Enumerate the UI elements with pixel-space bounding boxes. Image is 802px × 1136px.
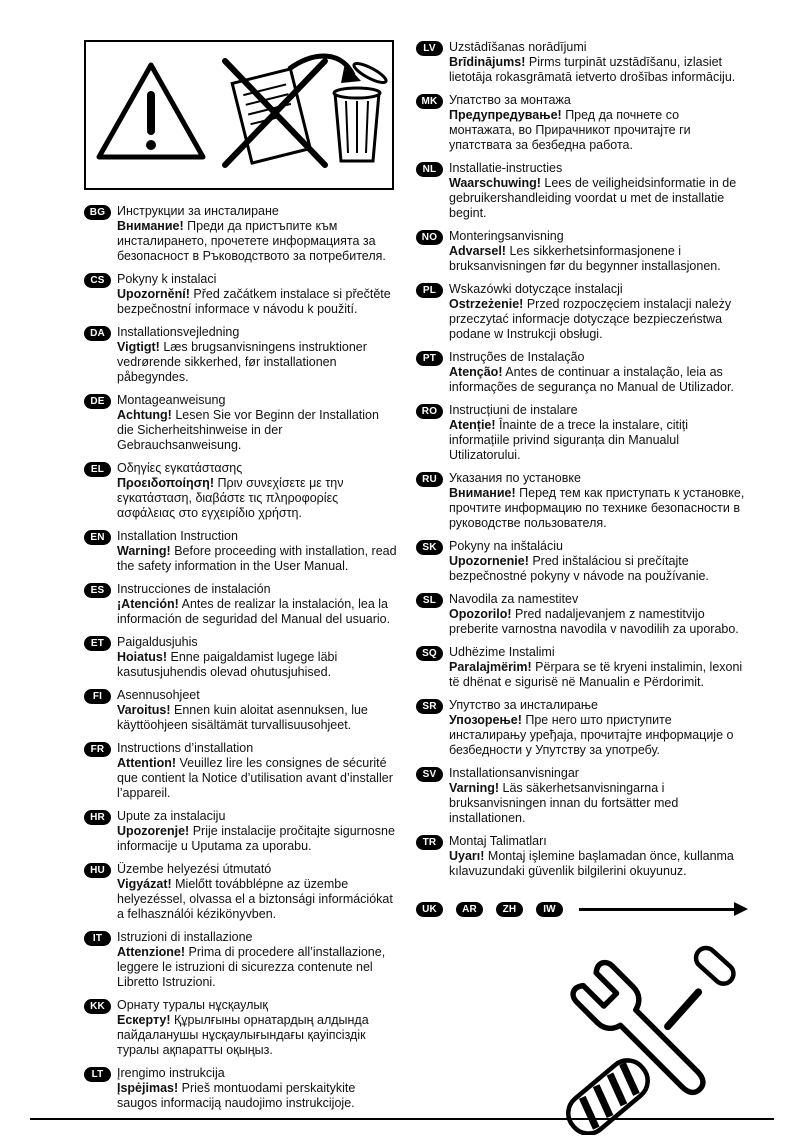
arrow-line (579, 908, 734, 911)
lang-item (84, 1066, 398, 1111)
lang-item (84, 325, 398, 385)
alert-text: Læs brugsanvisningens instruktioner vedrørende sikkerhed, før installationen påbegyndes. (117, 340, 367, 384)
lang-code-badge: EN (84, 530, 111, 545)
footer-lang-badge: ZH (496, 902, 523, 917)
lang-code-badge: KK (84, 999, 111, 1014)
alert-word: Achtung! (117, 408, 172, 422)
lang-code-badge: BG (84, 205, 111, 220)
alert-word: Įspėjimas! (117, 1081, 179, 1095)
page-bottom-divider (30, 1118, 774, 1120)
lang-body (449, 297, 748, 342)
lang-item (416, 592, 748, 637)
hatched-grip-icon (561, 1053, 656, 1135)
alert-text: Prima di procedere all’installazione, leggere le istruzioni di sicurezza contenute nel Libretto Istruzioni. (117, 945, 386, 989)
lang-code-badge: HU (84, 863, 111, 878)
alert-word: Varning! (449, 781, 500, 795)
lang-body (449, 849, 748, 879)
lang-item (84, 393, 398, 453)
alert-word: Upozornenie! (449, 554, 529, 568)
lang-text (117, 930, 398, 990)
lang-body (449, 418, 748, 463)
alert-word: Paralajmërim! (449, 660, 532, 674)
alert-word: Внимание! (117, 219, 184, 233)
alert-word: Προειδοποίηση! (117, 476, 214, 490)
lang-text (117, 998, 398, 1058)
lang-title: Montageanweisung (117, 393, 226, 407)
lang-title: Installation Instruction (117, 529, 238, 543)
lang-item (84, 582, 398, 627)
lang-item (416, 350, 748, 395)
lang-code-badge: CS (84, 273, 111, 288)
alert-text: Antes de continuar a instalação, leia as informações de segurança no Manual de Utilizador. (449, 365, 734, 394)
lang-body (449, 108, 748, 153)
lang-title: Upute za instalaciju (117, 809, 226, 823)
lang-item (416, 229, 748, 274)
alert-text: Πριν συνεχίσετε με την εγκατάσταση, διαβάστε τις πληροφορίες ασφάλειας στο εγχειρίδιο χρήστη. (117, 476, 344, 520)
lang-text (449, 40, 748, 85)
alert-text: Antes de realizar la instalación, lea la información de seguridad del Manual del usuario. (117, 597, 391, 626)
alert-text: Përpara se të kryeni instalimin, lexoni të dhënat e sigurisë në Manualin e Përdorimit. (449, 660, 743, 689)
lang-title: Uzstādīšanas norādījumi (449, 40, 587, 54)
lang-text (449, 539, 748, 584)
lang-text (117, 862, 398, 922)
footer-lang-badge: UK (416, 902, 443, 917)
lang-title: Asennusohjeet (117, 688, 200, 702)
lang-body (449, 365, 748, 395)
footer-lang-badge: AR (456, 902, 483, 917)
lang-text (449, 766, 748, 826)
alert-word: Внимание! (449, 486, 516, 500)
lang-body (117, 287, 398, 317)
lang-title: Istruzioni di installazione (117, 930, 253, 944)
lang-code-badge: NO (416, 230, 443, 245)
lang-body (117, 1013, 398, 1058)
lang-title: Инструкции за инсталиране (117, 204, 279, 218)
lang-item (84, 809, 398, 854)
lang-body (117, 1081, 398, 1111)
lang-body (117, 650, 398, 680)
lang-body (449, 55, 748, 85)
footer-lang-badge: IW (536, 902, 563, 917)
tools-illustration (553, 945, 748, 1135)
arrow-head-icon (734, 902, 748, 916)
lang-body (117, 408, 398, 453)
alert-text: Les sikkerhetsinformasjonene i bruksanvisningen før du begynner installasjonen. (449, 244, 721, 273)
lang-item (84, 529, 398, 574)
lang-title: Орнату туралы нұсқаулық (117, 998, 268, 1012)
alert-word: ¡Atención! (117, 597, 179, 611)
lang-code-badge: ES (84, 583, 111, 598)
lang-item (84, 635, 398, 680)
alert-word: Vigyázat! (117, 877, 172, 891)
alert-text: Пре него што приступите инсталирању уређаја, прочитајте информације о безбедности у Упутству за употребу. (449, 713, 734, 757)
lang-code-badge: RO (416, 404, 443, 419)
alert-word: Atenção! (449, 365, 503, 379)
lang-body (449, 713, 748, 758)
alert-word: Upozorenje! (117, 824, 190, 838)
alert-text: Преди да пристъпите към инсталирането, прочетете информацията за безопасност в Ръководството за потребителя. (117, 219, 386, 263)
lang-body (449, 607, 748, 637)
alert-text: Pred nadaljevanjem z namestitvijo preberite varnostna navodila v navodilih za uporabo. (449, 607, 739, 636)
lang-title: Installatie-instructies (449, 161, 563, 175)
lang-text (117, 1066, 398, 1111)
alert-word: Hoiatus! (117, 650, 167, 664)
lang-item (416, 698, 748, 758)
alert-word: Attention! (117, 756, 177, 770)
alert-text: Przed rozpoczęciem instalacji należy przeczytać informacje dotyczące bezpieczeństwa podane w Instrukcji obsługi. (449, 297, 732, 341)
alert-text: Läs säkerhetsanvisningarna i bruksanvisningen innan du fortsätter med installationen. (449, 781, 679, 825)
lang-body (117, 340, 398, 385)
lang-text (117, 635, 398, 680)
alert-word: Waarschuwing! (449, 176, 541, 190)
lang-code-badge: FI (84, 689, 111, 704)
lang-text (449, 93, 748, 153)
lang-title: Упутство за инсталирање (449, 698, 598, 712)
lang-body (449, 554, 748, 584)
alert-word: Brīdinājums! (449, 55, 526, 69)
lang-text (449, 403, 748, 463)
lang-item (416, 93, 748, 153)
alert-word: Uyarı! (449, 849, 485, 863)
alert-text: Пред да почнете со монтажата, во Прирачникот прочитајте ги упатствата за безбедна работа. (449, 108, 691, 152)
alert-text: Lesen Sie vor Beginn der Installation die Sicherheitshinweise in der Gebrauchsanweisung. (117, 408, 379, 452)
alert-text: Құрылғыны орнатардың алдында пайдаланушы нұсқаулығындағы қауіпсіздік туралы ақпаратты оқыңыз. (117, 1013, 369, 1057)
lang-text (117, 582, 398, 627)
lang-body (449, 660, 748, 690)
lang-text (449, 698, 748, 758)
alert-word: Предупредување! (449, 108, 562, 122)
lang-item (84, 272, 398, 317)
alert-word: Upozornění! (117, 287, 190, 301)
lang-item (84, 741, 398, 801)
left-column-items (84, 204, 398, 1111)
lang-text (449, 350, 748, 395)
lang-body (117, 476, 398, 521)
lang-text (117, 688, 398, 733)
alert-word: Упозорење! (449, 713, 522, 727)
lang-title: Instructions d’installation (117, 741, 254, 755)
lang-title: Instrucciones de instalación (117, 582, 271, 596)
lang-body (449, 486, 748, 531)
lang-code-badge: DE (84, 394, 111, 409)
lang-body (117, 824, 398, 854)
lang-title: Montaj Talimatları (449, 834, 547, 848)
lang-item (416, 834, 748, 879)
lang-item (84, 204, 398, 264)
lang-item (416, 403, 748, 463)
lang-code-badge: TR (416, 835, 443, 850)
direction-arrow (579, 902, 748, 916)
alert-text: Pirms turpināt uzstādīšanu, izlasiet lietotāja rokasgrāmatā ietverto drošības informāciju. (449, 55, 736, 84)
lang-body (117, 219, 398, 264)
lang-body (117, 703, 398, 733)
lang-text (449, 834, 748, 879)
alert-text: Prije instalacije pročitajte sigurnosne informacije u Uputama za uporabu. (117, 824, 395, 853)
lang-code-badge: FR (84, 742, 111, 757)
alert-word: Advarsel! (449, 244, 506, 258)
lang-body (117, 544, 398, 574)
lang-body (117, 945, 398, 990)
lang-text (117, 741, 398, 801)
lang-text (117, 325, 398, 385)
alert-word: Atenție! (449, 418, 496, 432)
lang-title: Installationsanvisningar (449, 766, 579, 780)
lang-body (117, 597, 398, 627)
lang-text (449, 282, 748, 342)
lang-code-badge: LT (84, 1067, 111, 1082)
content-columns (84, 40, 748, 1135)
lang-code-badge: SQ (416, 646, 443, 661)
alert-text: Pred inštaláciou si prečítajte bezpečnostné pokyny v návode na používanie. (449, 554, 709, 583)
lang-code-badge: DA (84, 326, 111, 341)
lang-item (416, 471, 748, 531)
lang-code-badge: ET (84, 636, 111, 651)
lang-item (416, 161, 748, 221)
lang-title: Üzembe helyezési útmutató (117, 862, 272, 876)
lang-body (117, 756, 398, 801)
lang-title: Installationsvejledning (117, 325, 240, 339)
alert-text: Lees de veiligheidsinformatie in de gebruikershandleiding voordat u met de installatie begint. (449, 176, 737, 220)
lang-code-badge: HR (84, 810, 111, 825)
do-not-discard-manual-illustration (84, 40, 394, 190)
lang-title: Instrucțiuni de instalare (449, 403, 578, 417)
lang-text (449, 471, 748, 531)
lang-text (449, 645, 748, 690)
footer-codes (416, 901, 569, 917)
warning-triangle-icon (99, 65, 203, 157)
lang-item (84, 461, 398, 521)
alert-word: Opozorilo! (449, 607, 512, 621)
lang-text (449, 592, 748, 637)
lang-code-badge: RU (416, 472, 443, 487)
alert-text: Ennen kuin aloitat asennuksen, lue käyttöohjeen sisältämät turvallisuusohjeet. (117, 703, 368, 732)
lang-text (117, 529, 398, 574)
warning-discard-icon (89, 45, 389, 185)
lang-item (416, 40, 748, 85)
lang-title: Wskazówki dotyczące instalacji (449, 282, 623, 296)
lang-body (449, 781, 748, 826)
lang-title: Navodila za namestitev (449, 592, 579, 606)
alert-word: Ескерту! (117, 1013, 171, 1027)
alert-word: Vigtigt! (117, 340, 160, 354)
lang-code-badge: SL (416, 593, 443, 608)
discard-manual-icon (225, 56, 388, 165)
lang-title: Įrengimo instrukcija (117, 1066, 225, 1080)
lang-code-badge: PT (416, 351, 443, 366)
lang-code-badge: SR (416, 699, 443, 714)
lang-text (117, 204, 398, 264)
alert-text: Prieš montuodami perskaitykite saugos informaciją naudojimo instrukcijoje. (117, 1081, 356, 1110)
alert-text: Înainte de a trece la instalare, citiți informațiile privind siguranța din Manualul Utilizatorului. (449, 418, 689, 462)
lang-title: Instruções de Instalação (449, 350, 585, 364)
lang-title: Udhëzime Instalimi (449, 645, 555, 659)
lang-code-badge: NL (416, 162, 443, 177)
lang-title: Monteringsanvisning (449, 229, 564, 243)
alert-word: Warning! (117, 544, 171, 558)
lang-title: Οδηγίες εγκατάστασης (117, 461, 243, 475)
alert-text: Перед тем как приступать к установке, прочтите информацию по технике безопасности в руководстве пользователя. (449, 486, 745, 530)
alert-text: Enne paigaldamist lugege läbi kasutusjuhendis olevad ohutusjuhised. (117, 650, 338, 679)
alert-word: Varoitus! (117, 703, 171, 717)
lang-item (84, 998, 398, 1058)
lang-item (84, 862, 398, 922)
lang-code-badge: IT (84, 931, 111, 946)
lang-item (84, 688, 398, 733)
right-column-items (416, 40, 748, 879)
right-column (416, 40, 748, 1135)
lang-text (449, 161, 748, 221)
lang-code-badge: EL (84, 462, 111, 477)
lang-item (84, 930, 398, 990)
lang-title: Pokyny na inštaláciu (449, 539, 563, 553)
lang-item (416, 282, 748, 342)
lang-title: Указания по установке (449, 471, 581, 485)
lang-code-badge: LV (416, 41, 443, 56)
lang-body (117, 877, 398, 922)
lang-text (117, 272, 398, 317)
alert-text: Before proceeding with installation, read the safety information in the User Manual. (117, 544, 397, 573)
lang-item (416, 766, 748, 826)
lang-title: Pokyny k instalaci (117, 272, 217, 286)
left-column (84, 40, 398, 1135)
lang-code-badge: SV (416, 767, 443, 782)
lang-code-badge: SK (416, 540, 443, 555)
other-languages-row (416, 901, 748, 917)
lang-body (449, 176, 748, 221)
lang-text (449, 229, 748, 274)
lang-code-badge: PL (416, 283, 443, 298)
lang-title: Paigaldusjuhis (117, 635, 198, 649)
lang-body (449, 244, 748, 274)
lang-text (117, 809, 398, 854)
alert-text: Před začátkem instalace si přečtěte bezpečnostní informace v návodu k použití. (117, 287, 391, 316)
screwdriver-icon (668, 945, 738, 1026)
alert-text: Montaj işlemine başlamadan önce, kullanma kılavuzundaki güvenlik bilgilerini okuyunuz. (449, 849, 734, 878)
lang-item (416, 539, 748, 584)
lang-code-badge: MK (416, 94, 443, 109)
lang-text (117, 461, 398, 521)
alert-text: Veuillez lire les consignes de sécurité que contient la Notice d’utilisation avant d’installer l’appareil. (117, 756, 393, 800)
lang-text (117, 393, 398, 453)
alert-word: Attenzione! (117, 945, 186, 959)
alert-text: Mielőtt továbblépne az üzembe helyezéssel, olvassa el a biztonsági információkat a felhasználói kézikönyvben. (117, 877, 393, 921)
lang-title: Упатство за монтажа (449, 93, 571, 107)
alert-word: Ostrzeżenie! (449, 297, 524, 311)
lang-item (416, 645, 748, 690)
